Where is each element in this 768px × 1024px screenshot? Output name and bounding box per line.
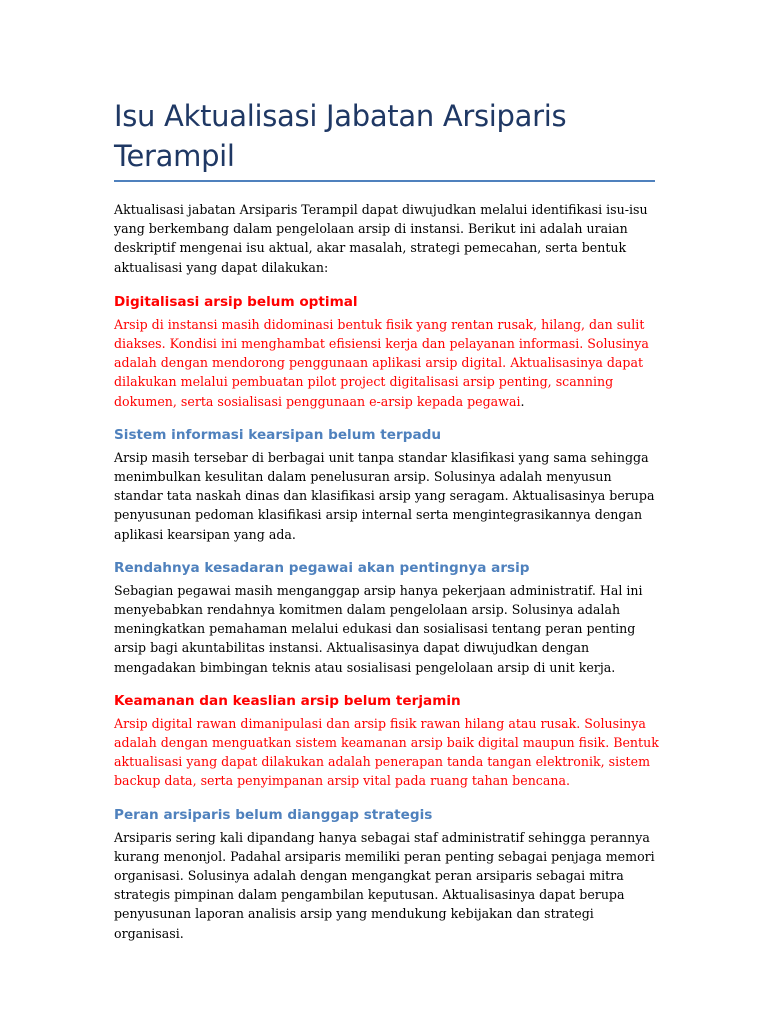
section-heading: Digitalisasi arsip belum optimal bbox=[114, 293, 358, 310]
section-body-text: Arsip di instansi masih didominasi bentuk fisik yang rentan rusak, hilang, dan sulit diakses. Kondisi ini menghambat efisiensi kerja dan pelayanan informasi. Solusinya adalah dengan mendorong penggunaan aplikasi arsip digital. Aktualisasinya dapat dilakukan melalui pembuatan pilot project digitalisasi arsip penting, scanning dokumen, serta sosialisasi penggunaan e-arsip kepada pegawai bbox=[114, 316, 649, 409]
section-body-trail: . bbox=[520, 393, 525, 409]
section-kesadaran-pegawai bbox=[114, 559, 659, 677]
section-keamanan-arsip bbox=[114, 692, 659, 791]
page-title: Isu Aktualisasi Jabatan Arsiparis Terampil bbox=[114, 99, 567, 173]
section-body: Arsiparis sering kali dipandang hanya sebagai staf administratif sehingga perannya kurang menonjol. Padahal arsiparis memiliki peran penting sebagai penjaga memori organisasi. Solusinya adalah dengan mengangkat peran arsiparis sebagai mitra strategis pimpinan dalam pengambilan keputusan. Aktualisasinya dapat berupa penyusunan laporan analisis arsip yang mendukung kebijakan dan strategi organisasi. bbox=[114, 829, 655, 941]
section-heading: Sistem informasi kearsipan belum terpadu bbox=[114, 426, 442, 443]
document-body bbox=[114, 200, 659, 958]
section-heading: Rendahnya kesadaran pegawai akan pentingnya arsip bbox=[114, 559, 530, 576]
section-digitalisasi bbox=[114, 293, 659, 411]
section-peran-arsiparis bbox=[114, 806, 659, 943]
section-sistem-informasi bbox=[114, 426, 659, 544]
section-heading: Keamanan dan keaslian arsip belum terjamin bbox=[114, 692, 461, 709]
section-body bbox=[114, 315, 659, 411]
section-body: Arsip digital rawan dimanipulasi dan arsip fisik rawan hilang atau rusak. Solusinya adalah dengan menguatkan sistem keamanan arsip baik digital maupun fisik. Bentuk aktualisasi yang dapat dilakukan adalah penerapan tanda tangan elektronik, sistem backup data, serta penyimpanan arsip vital pada ruang tahan bencana. bbox=[114, 715, 659, 789]
section-body: Arsip masih tersebar di berbagai unit tanpa standar klasifikasi yang sama sehingga menimbulkan kesulitan dalam penelusuran arsip. Solusinya adalah menyusun standar tata naskah dinas dan klasifikasi arsip yang seragam. Aktualisasinya berupa penyusunan pedoman klasifikasi arsip internal serta mengintegrasikannya dengan aplikasi kearsipan yang ada. bbox=[114, 449, 655, 542]
section-body: Sebagian pegawai masih menganggap arsip hanya pekerjaan administratif. Hal ini menyebabkan rendahnya komitmen dalam pengelolaan arsip. Solusinya adalah meningkatkan pemahaman melalui edukasi dan sosialisasi tentang peran penting arsip bagi akuntabilitas instansi. Aktualisasinya dapat diwujudkan dengan mengadakan bimbingan teknis atau sosialisasi pengelolaan arsip di unit kerja. bbox=[114, 582, 643, 675]
section-heading: Peran arsiparis belum dianggap strategis bbox=[114, 806, 433, 823]
title-underline bbox=[114, 180, 655, 182]
intro-paragraph: Aktualisasi jabatan Arsiparis Terampil dapat diwujudkan melalui identifikasi isu-isu yang berkembang dalam pengelolaan arsip di instansi. Berikut ini adalah uraian deskriptif mengenai isu aktual, akar masalah, strategi pemecahan, serta bentuk aktualisasi yang dapat dilakukan: bbox=[114, 202, 648, 275]
